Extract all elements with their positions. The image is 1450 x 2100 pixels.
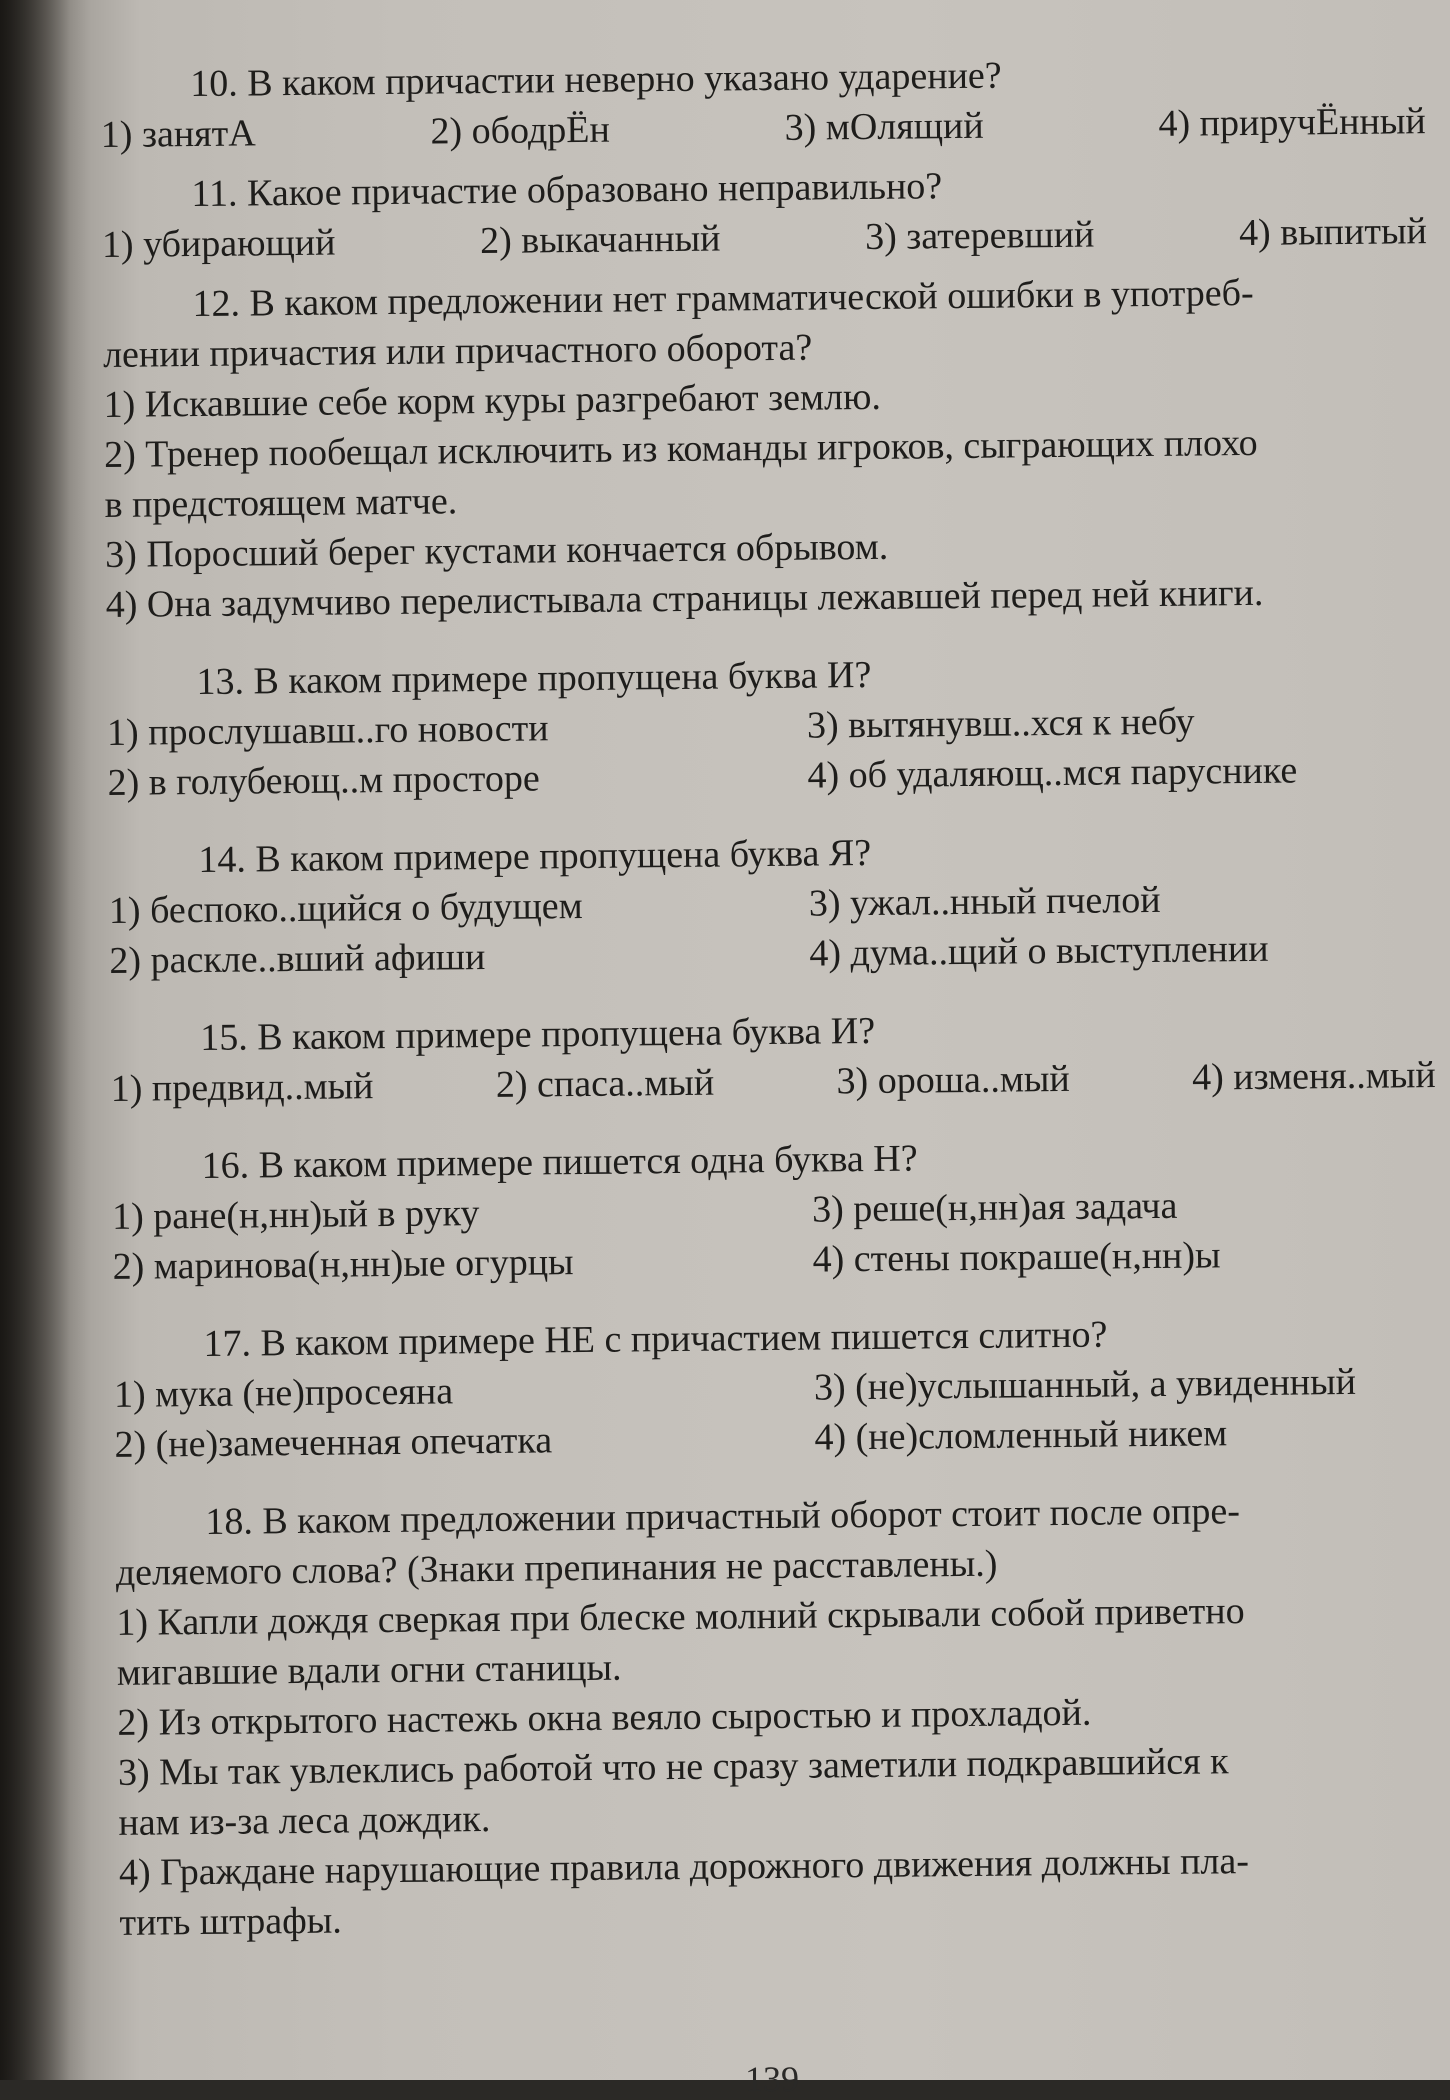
- option-cont: тить штрафы.: [119, 1899, 342, 1944]
- option: 2) ободрЁн: [430, 108, 611, 153]
- question-title: 17. В каком примере НЕ с причастием пишется слитно?: [203, 1313, 1108, 1365]
- question-13: [106, 644, 1442, 808]
- page-content: [100, 46, 1450, 1948]
- question-title: 15. В каком примере пропущена буква И?: [200, 1009, 876, 1060]
- option: 3) затеревший: [864, 213, 1095, 258]
- option: 3) Поросший берег кустами кончается обрывом.: [104, 525, 889, 576]
- option: 2) выкачанный: [479, 217, 721, 263]
- option: 1) предвид..мый: [110, 1065, 374, 1110]
- question-title-cont: лении причастия или причастного оборота?: [102, 326, 813, 376]
- question-15: [110, 1000, 1446, 1114]
- option: 4) Она задумчиво перелистывала страницы лежавшей перед ней книги.: [105, 571, 1264, 626]
- question-10: [100, 46, 1436, 160]
- option: 4) изменя..мый: [1191, 1054, 1436, 1099]
- option: 1) ране(н,нн)ый в руку: [111, 1192, 480, 1238]
- option: 2) Из открытого настежь окна веяло сыростью и прохладой.: [117, 1691, 1092, 1744]
- question-title: 11. Какое причастие образовано неправильно?: [191, 165, 943, 216]
- option: 4) (не)сломленный никем: [814, 1412, 1228, 1459]
- option: 2) спаса..мый: [495, 1061, 715, 1106]
- option: 2) в голубеющ..м просторе: [107, 757, 540, 804]
- option: 4) Граждане нарушающие правила дорожного движения должны пла-: [118, 1840, 1250, 1894]
- question-title-cont: деляемого слова? (Знаки препинания не расставлены.): [115, 1542, 998, 1594]
- option: 2) раскле..вший афиши: [109, 936, 486, 982]
- option: 4) приручЁнный: [1158, 100, 1426, 145]
- option: 1) занятА: [100, 112, 256, 156]
- question-14: [108, 822, 1444, 986]
- option: 1) Искавшие себе корм куры разгребают землю.: [103, 375, 882, 426]
- option: 4) дума..щий о выступлении: [809, 927, 1269, 975]
- option-cont: нам из-за леса дождик.: [118, 1798, 491, 1844]
- option: 2) (не)замеченная опечатка: [114, 1419, 553, 1466]
- option-cont: мигавшие вдали огни станицы.: [116, 1646, 622, 1694]
- option: 2) Тренер пообещал исключить из команды игроков, сыграющих плохо: [103, 421, 1258, 476]
- option: 3) Мы так увлеклись работой что не сразу заметили подкравшийся к: [117, 1740, 1229, 1794]
- question-title: 16. В каком примере пишется одна буква Н?: [201, 1137, 918, 1187]
- option: 3) вытянувш..хся к небу: [806, 700, 1195, 747]
- question-title: 14. В каком примере пропущена буква Я?: [198, 831, 872, 882]
- question-11: [101, 156, 1437, 270]
- options-grid: [107, 694, 1443, 808]
- option-cont: в предстоящем матче.: [104, 480, 458, 526]
- question-17: [113, 1306, 1449, 1470]
- question-title: 13. В каком примере пропущена буква И?: [196, 653, 872, 704]
- option: 1) беспоко..щийся о будущем: [108, 884, 583, 932]
- question-18: [115, 1484, 1450, 1948]
- option: 3) реше(н,нн)ая задача: [811, 1184, 1178, 1231]
- option: 1) Капли дождя сверкая при блеске молний скрывали собой приветно: [116, 1590, 1245, 1644]
- option: 4) выпитый: [1238, 210, 1428, 255]
- option: 1) мука (не)просеяна: [113, 1370, 454, 1416]
- option: 2) маринова(н,нн)ые огурцы: [112, 1241, 574, 1288]
- option: 3) мОлящий: [784, 104, 984, 149]
- question-title: 12. В каком предложении нет грамматической ошибки в употреб-: [192, 271, 1254, 326]
- question-title: 18. В каком предложении причастный оборот стоит после опре-: [205, 1490, 1241, 1543]
- option: 1) убирающий: [101, 221, 336, 266]
- option: 3) ороша..мый: [836, 1057, 1070, 1103]
- option: 1) прослушавш..го новости: [106, 707, 549, 754]
- option: 3) ужал..нный пчелой: [808, 878, 1161, 925]
- option: 3) (не)услышанный, а увиденный: [813, 1360, 1357, 1409]
- question-title: 10. В каком причастии неверно указано ударение?: [190, 54, 1002, 106]
- question-12: [102, 266, 1441, 630]
- page-number: 139: [745, 2059, 799, 2099]
- binding-shadow: [0, 0, 70, 2080]
- options-grid: [114, 1356, 1450, 1470]
- question-16: [111, 1128, 1447, 1292]
- options-grid: [109, 872, 1445, 986]
- option: 4) об удаляющ..мся паруснике: [807, 749, 1298, 797]
- option: 4) стены покраше(н,нн)ы: [812, 1234, 1221, 1281]
- options-grid: [112, 1178, 1448, 1292]
